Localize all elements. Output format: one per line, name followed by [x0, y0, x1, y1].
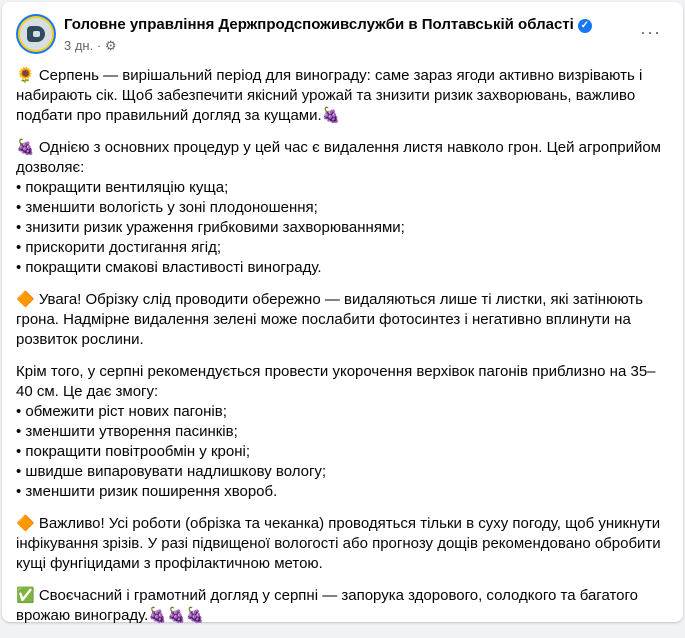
- author-name[interactable]: [64, 16, 592, 33]
- separator: ·: [96, 38, 102, 53]
- bullet-item: • покращити вентиляцію куща;: [16, 178, 671, 198]
- post-paragraph: [16, 362, 671, 502]
- bullet-item: • зменшити утворення пасинків;: [16, 422, 671, 442]
- audience-gear-icon: ⚙: [104, 38, 117, 53]
- post-meta: [64, 38, 116, 54]
- more-options-button[interactable]: ···: [640, 22, 661, 42]
- bullet-item: • покращити повітрообмін у кроні;: [16, 442, 671, 462]
- paragraph-text: ✅ Своєчасний і грамотний догляд у серпні — запорука здорового, солодкого та багатого врожаю винограду.🍇🍇🍇: [16, 587, 638, 624]
- bullet-item: • зменшити ризик поширення хвороб.: [16, 482, 671, 502]
- post-body: [16, 66, 671, 638]
- bullet-item: • прискорити достигання ягід;: [16, 238, 671, 258]
- verified-badge-icon: ✓: [578, 19, 592, 33]
- post-paragraph: [16, 586, 671, 626]
- bullet-item: • обмежити ріст нових пагонів;: [16, 402, 671, 422]
- bullet-list: [16, 178, 671, 278]
- page-avatar[interactable]: [16, 14, 56, 54]
- post-card: [2, 2, 683, 622]
- logo-icon: [27, 26, 45, 42]
- post-time[interactable]: 3 дн.: [64, 38, 94, 53]
- bullet-item: • зменшити вологість у зоні плодоношення;: [16, 198, 671, 218]
- post-paragraph: [16, 290, 671, 350]
- paragraph-text: 🔶 Важливо! Усі роботи (обрізка та чеканка) проводяться тільки в суху погоду, щоб уникнути інфікування зрізів. У разі підвищеної вологості або прогнозу дощів рекомендовано обробити кущі фунгіцидами з профілактичною метою.: [16, 515, 661, 572]
- paragraph-text: 🔶 Увага! Обрізку слід проводити обережно — видаляються лише ті листки, які затінюють грона. Надмірне видалення зелені може послабити фотосинтез і негативно вплинути на розвиток рослини.: [16, 291, 643, 348]
- paragraph-text: 🍇 Однією з основних процедур у цей час є видалення листя навколо грон. Цей агроприйом дозволяє:: [16, 139, 661, 176]
- bullet-item: • покращити смакові властивості винограду.: [16, 258, 671, 278]
- paragraph-text: Крім того, у серпні рекомендується провести укорочення верхівок пагонів приблизно на 35–40 см. Це дає змогу:: [16, 363, 656, 400]
- post-paragraph: [16, 514, 671, 574]
- paragraph-text: 🌻 Серпень — вирішальний період для винограду: саме зараз ягоди активно визрівають і набирають сік. Щоб забезпечити якісний урожай та знизити ризик захворювань, важливо подбати про правильний догляд за кущами.🍇: [16, 67, 643, 124]
- bullet-item: • швидше випаровувати надлишкову вологу;: [16, 462, 671, 482]
- post-paragraph: [16, 66, 671, 126]
- bullet-item: • знизити ризик ураження грибковими захворюваннями;: [16, 218, 671, 238]
- author-link[interactable]: Головне управління Держпродспоживслужби в Полтавській області: [64, 16, 574, 33]
- post-paragraph: [16, 138, 671, 278]
- bullet-list: [16, 402, 671, 502]
